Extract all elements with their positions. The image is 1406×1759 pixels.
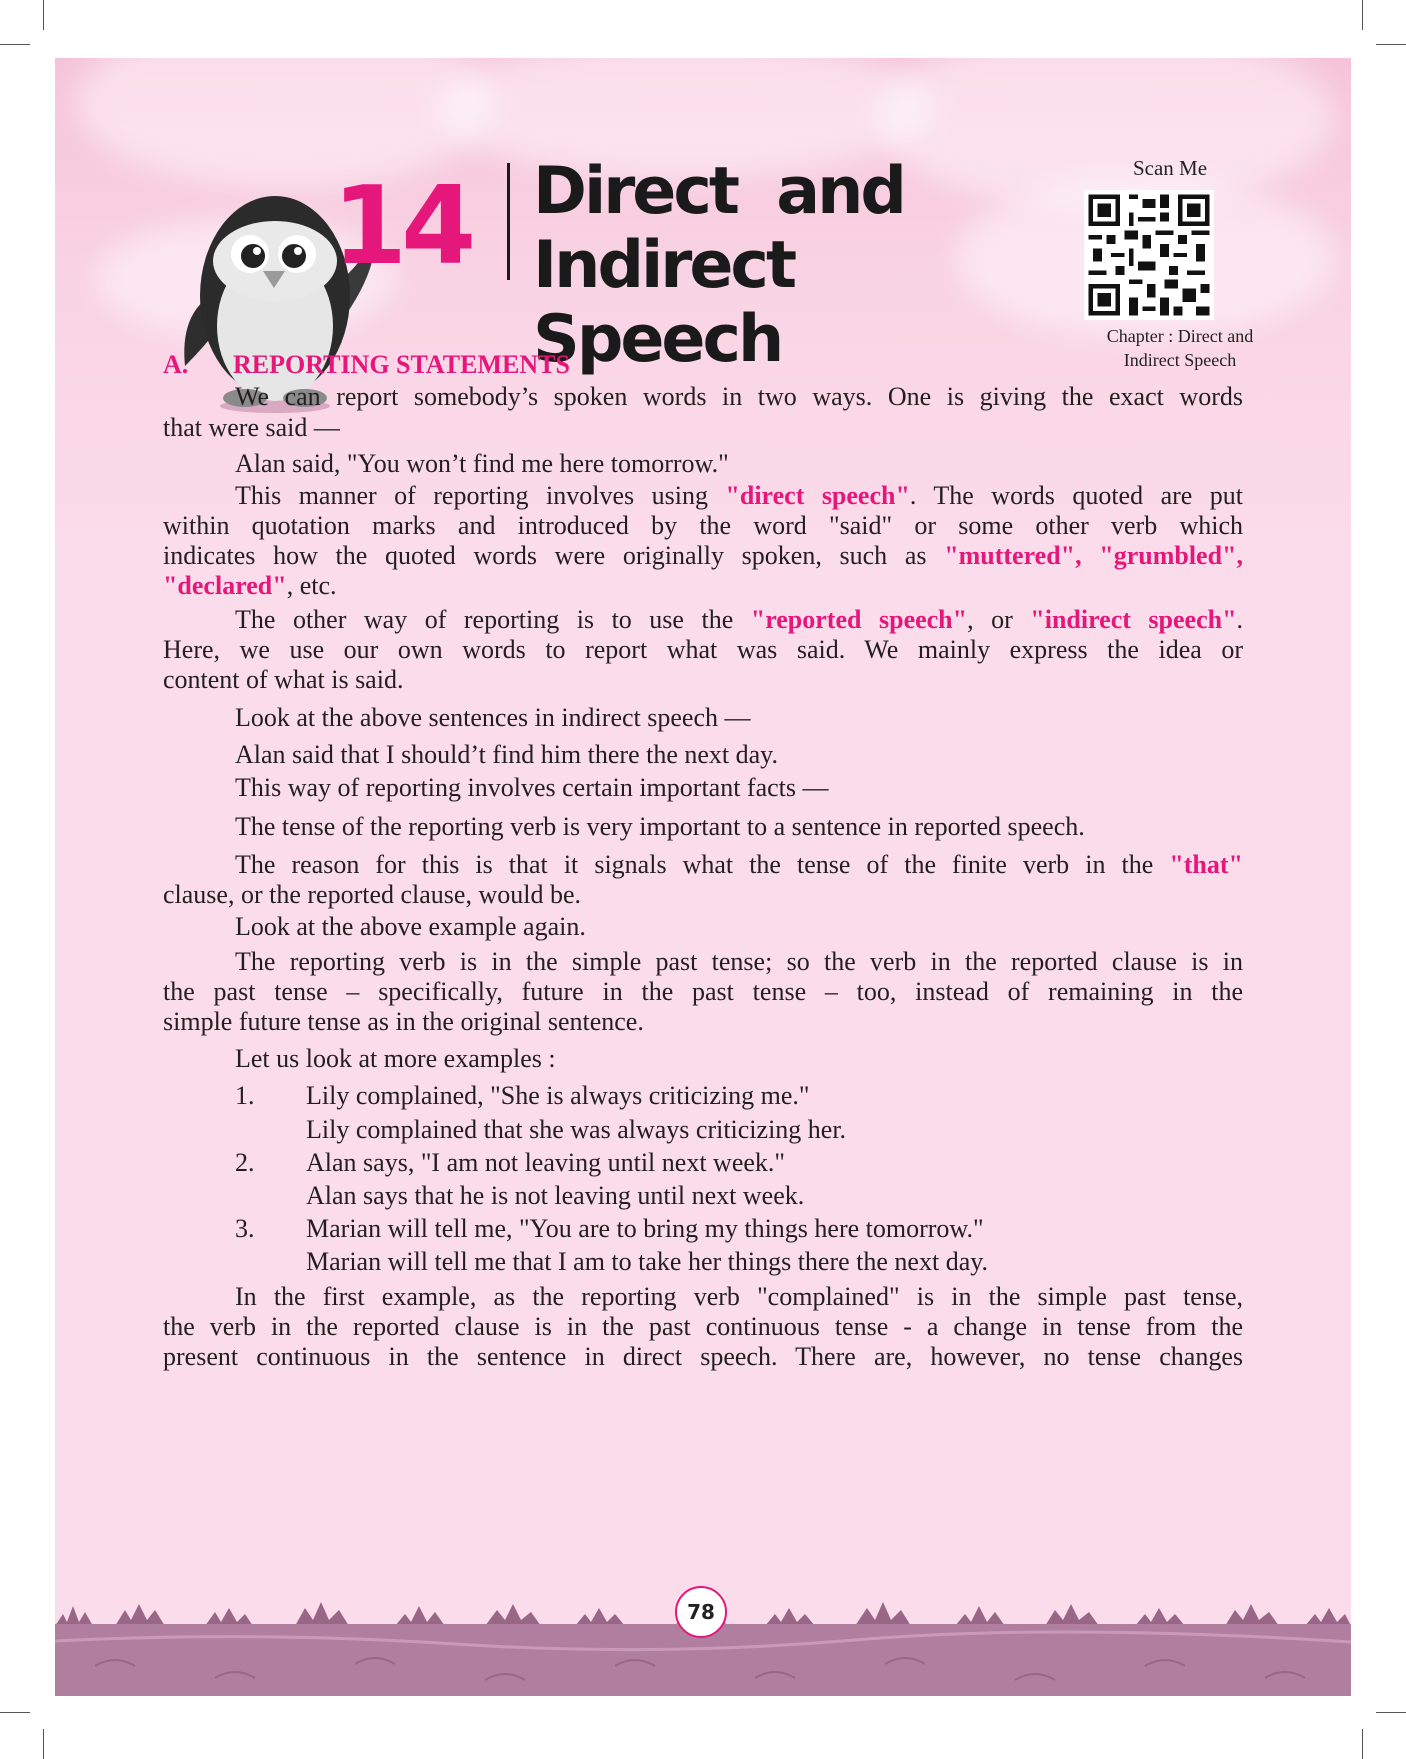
example-direct: Marian will tell me, "You are to bring my things here tomorrow." [306, 1214, 984, 1243]
section-letter: A. [163, 350, 189, 379]
term-declared: "declared" [163, 571, 287, 600]
paragraph-line: The tense of the reporting verb is very important to a sentence in reported speech. [235, 812, 1085, 841]
title-line-1: Direct and [533, 154, 904, 229]
term-that: "that" [1169, 850, 1243, 879]
paragraph-line: This way of reporting involves certain important facts — [235, 773, 829, 802]
page-number: 78 [675, 1586, 727, 1638]
paragraph-line: Let us look at more examples : [235, 1044, 556, 1073]
paragraph-line: clause, or the reported clause, would be. [163, 880, 582, 909]
example-number: 3. [235, 1214, 255, 1243]
section-title: REPORTING STATEMENTS [233, 350, 570, 379]
qr-caption-line-1: Chapter : Direct and [1106, 326, 1254, 346]
text-run: indicates how the quoted words were originally spoken, such as [163, 541, 945, 570]
section-heading [163, 348, 570, 382]
paragraph-line: content of what is said. [163, 665, 404, 694]
example-indirect: Alan says that he is not leaving until next week. [306, 1181, 805, 1210]
crop-mark [0, 44, 30, 45]
title-line-2: Indirect Speech [533, 228, 795, 377]
paragraph-line: Look at the above example again. [235, 912, 586, 941]
text-run: . The words quoted are put [909, 481, 1243, 510]
paragraph-line: In the first example, as the reporting verb "complained" is in the simple past tense, [235, 1282, 1243, 1311]
text-run: . [1236, 605, 1244, 634]
paragraph-line [235, 603, 1243, 637]
term-reported-speech: "reported speech" [750, 605, 968, 634]
paragraph-line: Look at the above sentences in indirect speech — [235, 703, 751, 732]
example-indirect: Lily complained that she was always criticizing her. [306, 1115, 847, 1144]
paragraph-line [235, 848, 1243, 882]
crop-mark [1376, 44, 1406, 45]
paragraph-line [235, 479, 1243, 513]
qr-caption [1100, 324, 1260, 372]
title-divider [507, 163, 510, 280]
example-number: 2. [235, 1148, 255, 1177]
paragraph-line: that were said — [163, 413, 340, 442]
example-number: 1. [235, 1081, 255, 1110]
paragraph-line: Here, we use our own words to report what was said. We mainly express the idea or [163, 635, 1243, 664]
term-indirect-speech: "indirect speech" [1030, 605, 1237, 634]
crop-mark [1362, 0, 1363, 30]
term-verbs: "muttered", "grumbled", [944, 541, 1243, 570]
text-run: This manner of reporting involves using [235, 481, 726, 510]
text-run: The other way of reporting is to use the [235, 605, 751, 634]
example-direct: Alan says, "I am not leaving until next week." [306, 1148, 786, 1177]
crop-mark [43, 0, 44, 30]
crop-mark [1376, 1712, 1406, 1713]
paragraph-line [163, 569, 337, 603]
paragraph-line: the past tense – specifically, future in the past tense – too, instead of remaining in the [163, 977, 1243, 1006]
example-direct: Lily complained, "She is always criticizing me." [306, 1081, 810, 1110]
example-sentence: Alan said that I should’t find him there the next day. [235, 740, 778, 769]
paragraph-line: simple future tense as in the original sentence. [163, 1007, 644, 1036]
qr-caption-line-2: Indirect Speech [1123, 350, 1237, 370]
chapter-number: 14 [332, 164, 471, 289]
text-run: , or [967, 605, 1031, 634]
paragraph-line: The reporting verb is in the simple past tense; so the verb in the reported clause is in [235, 947, 1243, 976]
crop-mark [1362, 1729, 1363, 1759]
crop-mark [0, 1712, 30, 1713]
text-run: , etc. [286, 571, 337, 600]
paragraph-line: We can report somebody’s spoken words in two ways. One is giving the exact words [235, 382, 1243, 411]
scan-me-label: Scan Me [1132, 156, 1208, 180]
paragraph-line: present continuous in the sentence in direct speech. There are, however, no tense changes [163, 1342, 1243, 1371]
example-indirect: Marian will tell me that I am to take her things there the next day. [306, 1247, 989, 1276]
paragraph-line: the verb in the reported clause is in the past continuous tense - a change in tense from the [163, 1312, 1243, 1341]
paragraph-line [163, 539, 1243, 573]
crop-mark [43, 1729, 44, 1759]
paragraph-line: within quotation marks and introduced by the word "said" or some other verb which [163, 511, 1243, 540]
chapter-title [533, 155, 973, 377]
text-run: The reason for this is that it signals what the tense of the finite verb in the [235, 850, 1170, 879]
qr-code-icon[interactable] [1084, 190, 1214, 320]
term-direct-speech: "direct speech" [725, 481, 910, 510]
textbook-page [55, 58, 1351, 1696]
example-sentence: Alan said, "You won’t find me here tomorrow." [235, 449, 729, 478]
